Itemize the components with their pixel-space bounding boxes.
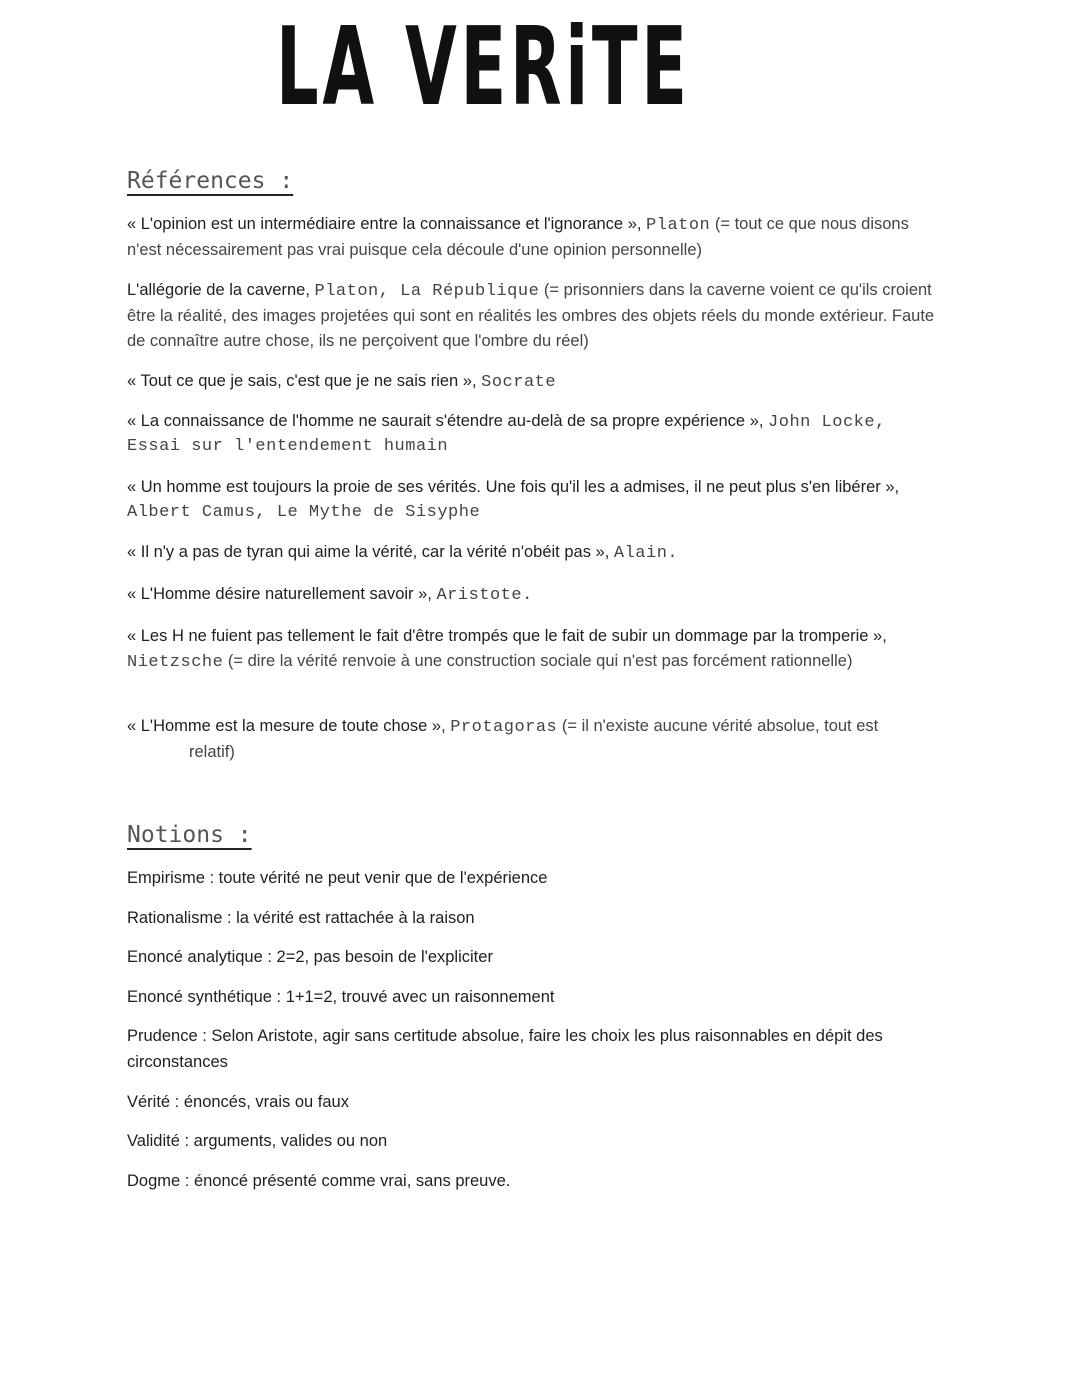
reference-item (127, 714, 947, 764)
notion-item: Validité : arguments, valides ou non (127, 1132, 388, 1150)
reference-author: Platon (646, 216, 711, 235)
reference-item (127, 410, 947, 458)
reference-item (127, 369, 947, 395)
reference-quote: « Un homme est toujours la proie de ses vérités. Une fois qu'il les a admises, il ne peut plus s'en libérer », (127, 478, 900, 496)
reference-note: (= tout ce que nous disons n'est nécessairement pas vrai puisque cela découle d'une opinion personnelle) (127, 215, 909, 259)
reference-item (127, 212, 947, 263)
reference-quote: « Tout ce que je sais, c'est que je ne sais rien », (127, 372, 482, 390)
reference-quote: « Il n'y a pas de tyran qui aime la vérité, car la vérité n'obéit pas », (127, 543, 614, 561)
notion-item: Prudence : Selon Aristote, agir sans certitude absolue, faire les choix les plus raisonnables en dépit des circonstances (127, 1027, 883, 1071)
reference-note: (= prisonniers dans la caverne voient ce qu'ils croient être la réalité, des images projetées qui sont en réalités les ombres des objets réels du monde extérieur. Faute de connaître autre chose, ils ne perçoivent que l'ombre du réel) (127, 281, 935, 350)
reference-quote: « Les H ne fuient pas tellement le fait d'être trompés que le fait de subir un dommage par la tromperie », (127, 627, 887, 645)
notion-item: Enoncé analytique : 2=2, pas besoin de l'expliciter (127, 948, 493, 966)
reference-item (127, 582, 947, 608)
reference-item (127, 278, 947, 354)
reference-note: (= il n'existe aucune vérité absolue, tout est (557, 717, 879, 735)
reference-item (127, 540, 947, 566)
reference-author: John Locke, Essai sur l'entendement humain (127, 413, 886, 456)
reference-author: Aristote. (436, 586, 533, 605)
references-heading: Références : (127, 168, 294, 194)
reference-quote: « L'Homme désire naturellement savoir », (127, 585, 437, 603)
notions-heading: Notions : (127, 822, 252, 848)
notion-item: Empirisme : toute vérité ne peut venir que de l'expérience (127, 869, 548, 887)
reference-author: Socrate (481, 373, 557, 392)
reference-quote: L'allégorie de la caverne, (127, 281, 315, 299)
reference-quote: « La connaissance de l'homme ne saurait s'étendre au-delà de sa propre expérience », (127, 412, 769, 430)
notion-item: Vérité : énoncés, vrais ou faux (127, 1093, 349, 1111)
notion-item: Rationalisme : la vérité est rattachée à la raison (127, 909, 475, 927)
reference-author: Alain. (613, 544, 679, 563)
reference-author: Albert Camus, Le Mythe de Sisyphe (127, 503, 481, 522)
reference-quote: « L'Homme est la mesure de toute chose », (127, 717, 451, 735)
reference-note: (= dire la vérité renvoie à une construction sociale qui n'est pas forcément rationnelle) (223, 651, 853, 670)
notion-item: Dogme : énoncé présenté comme vrai, sans preuve. (127, 1172, 511, 1190)
notion-item: Enoncé synthétique : 1+1=2, trouvé avec un raisonnement (127, 988, 555, 1006)
reference-quote: « L'opinion est un intermédiaire entre la connaissance et l'ignorance », (127, 215, 647, 233)
reference-item (127, 624, 947, 675)
page-title: LA VERiTE (276, 5, 691, 130)
reference-item (127, 475, 947, 525)
reference-note-continued: relatif) (189, 743, 235, 761)
reference-author: Platon, La République (314, 282, 540, 301)
reference-author: Nietzsche (127, 652, 224, 672)
reference-author: Protagoras (450, 718, 558, 737)
